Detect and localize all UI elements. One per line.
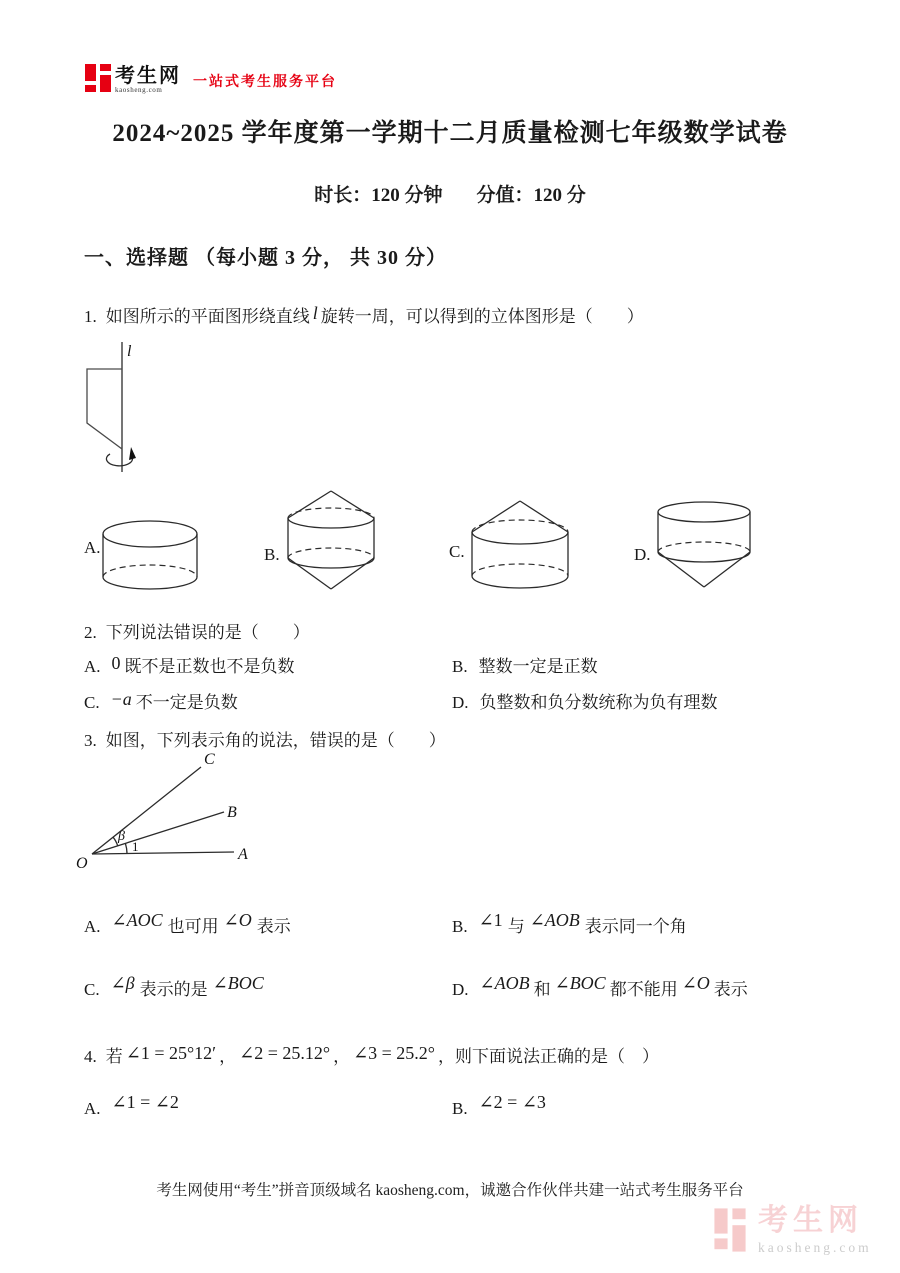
point-a-label: A <box>238 846 248 863</box>
cylinder-figure <box>100 519 200 593</box>
q2-option-c-math: −a <box>110 689 132 709</box>
q2-option-a-math: 0 <box>111 653 121 673</box>
q1-option-b-label: B. <box>264 545 280 564</box>
q3-option-c-text1: 表示的是 <box>139 980 208 999</box>
cone-on-cylinder-figure <box>469 496 571 590</box>
q1-rotation-figure <box>78 336 193 478</box>
q4-option-a-label: A. <box>84 1099 101 1118</box>
brand-tagline: 一站式考生服务平台 <box>193 75 337 90</box>
q3-option-d-text3: 表示 <box>713 980 748 999</box>
point-b-label: B <box>227 804 237 821</box>
brand-name: 考生网 <box>115 65 181 87</box>
q4-comma2: ， <box>333 1047 351 1066</box>
q2-option-b-label: B. <box>452 657 468 676</box>
q3-option-b-math2: ∠AOB <box>529 910 580 930</box>
vertex-o-label: O <box>76 855 88 872</box>
ray-ob <box>92 812 224 854</box>
q4-angle2-value: ∠2 = 25.12° <box>239 1043 331 1063</box>
q2-option-c <box>84 688 238 713</box>
q3-option-a <box>84 912 291 937</box>
q4-option-b-math: ∠2 = ∠3 <box>478 1092 546 1112</box>
q4-stem-text1: 若 <box>105 1047 123 1066</box>
q4-angle1-value: ∠1 = 25°12′ <box>125 1043 217 1063</box>
q2-option-b-text: 整数一定是正数 <box>478 657 598 676</box>
rotation-arrowhead-icon <box>129 447 136 460</box>
q1-stem-after: 旋转一周，可以得到的立体图形是（ ） <box>320 307 644 326</box>
question-4-stem <box>84 1042 659 1067</box>
q3-option-b <box>452 912 687 937</box>
q2-option-a <box>84 652 295 677</box>
q3-option-a-label: A. <box>84 917 101 936</box>
q3-option-b-text1: 与 <box>507 917 525 936</box>
angle-beta-label: β <box>118 829 125 844</box>
q3-option-a-text2: 表示 <box>256 917 291 936</box>
q3-option-c-math2: ∠BOC <box>212 973 264 993</box>
question-2-stem <box>84 618 310 643</box>
q3-option-a-math2: ∠O <box>223 910 252 930</box>
q3-option-d-label: D. <box>452 980 469 999</box>
q4-stem-text2: ，则下面说法正确的是（ ） <box>438 1047 659 1066</box>
q2-option-d <box>452 688 718 713</box>
watermark-domain: kaosheng.com <box>758 1240 872 1255</box>
q4-angle3-value: ∠3 = 25.2° <box>353 1043 435 1063</box>
cylinder-with-cone-below-figure <box>655 501 753 593</box>
q1-option-c-label: C. <box>449 542 465 561</box>
q3-option-d <box>452 975 748 1000</box>
q2-option-b <box>452 652 598 677</box>
q3-option-c-math1: ∠β <box>110 973 135 993</box>
q3-option-d-text1: 和 <box>533 980 551 999</box>
q4-option-a <box>84 1092 179 1119</box>
q3-option-b-math1: ∠1 <box>478 910 503 930</box>
q4-option-b <box>452 1092 546 1119</box>
q2-option-d-label: D. <box>452 693 469 712</box>
watermark <box>714 1206 872 1256</box>
angle-1-arc <box>125 843 127 853</box>
section-heading: 一、选择题 （每小题 3 分， 共 30 分） <box>84 247 447 269</box>
brand-logo <box>85 62 337 94</box>
q3-option-a-math1: ∠AOC <box>111 910 163 930</box>
paper-meta <box>0 180 900 207</box>
bicone-cylinder-figure <box>285 487 377 593</box>
angle-1-label: 1 <box>132 839 139 854</box>
q3-option-c <box>84 975 264 1000</box>
q3-option-b-label: B. <box>452 917 468 936</box>
q3-option-a-text1: 也可用 <box>167 917 219 936</box>
q2-option-a-label: A. <box>84 657 101 676</box>
q4-option-b-label: B. <box>452 1099 468 1118</box>
q2-option-c-label: C. <box>84 693 100 712</box>
q1-option-d-label: D. <box>634 545 651 564</box>
q3-option-b-text2: 表示同一个角 <box>584 917 687 936</box>
q3-option-c-label: C. <box>84 980 100 999</box>
question-1-stem <box>84 302 644 327</box>
brand-domain: kaosheng.com <box>115 86 163 94</box>
q2-option-d-text: 负整数和负分数统称为负有理数 <box>479 693 718 712</box>
q2-stem-text: 下列说法错误的是（ ） <box>105 623 310 642</box>
duration-text: 时长：120 分钟 <box>314 185 443 206</box>
q3-option-d-text2: 都不能用 <box>609 980 678 999</box>
q1-number: 1. <box>84 307 97 326</box>
score-text: 分值：120 分 <box>476 185 586 206</box>
q3-option-d-math1: ∠AOB <box>479 973 530 993</box>
q3-angle-figure <box>74 748 266 880</box>
q4-comma1: ， <box>219 1047 237 1066</box>
q2-option-a-text: 既不是正数也不是负数 <box>124 657 295 676</box>
q2-number: 2. <box>84 623 97 642</box>
footer-text: 考生网使用“考生”拼音顶级域名 kaosheng.com，诚邀合作伙伴共建一站式考生服务平台 <box>156 1182 744 1199</box>
point-c-label: C <box>204 751 215 768</box>
q3-option-d-math2: ∠BOC <box>554 973 606 993</box>
q1-axis-symbol: l <box>312 303 318 323</box>
profile-shape <box>87 369 122 449</box>
kaosheng-logo-icon <box>85 62 111 94</box>
q4-number: 4. <box>84 1047 97 1066</box>
q1-stem-before: 如图所示的平面图形绕直线 <box>105 307 310 326</box>
q2-option-c-text: 不一定是负数 <box>135 693 238 712</box>
ray-oa <box>92 852 234 854</box>
q3-stem-text: 如图，下列表示角的说法，错误的是（ ） <box>105 731 446 750</box>
q3-number: 3. <box>84 731 97 750</box>
rotation-arrow-icon <box>106 454 132 466</box>
ray-oc <box>92 767 201 854</box>
watermark-name: 考生网 <box>758 1204 863 1237</box>
watermark-logo-icon <box>714 1206 746 1254</box>
paper-title: 2024~2025 学年度第一学期十二月质量检测七年级数学试卷 <box>112 120 788 147</box>
q3-option-d-math3: ∠O <box>681 973 710 993</box>
q1-option-a-label: A. <box>84 538 101 557</box>
q4-option-a-math: ∠1 = ∠2 <box>111 1092 179 1112</box>
angle-beta-arc <box>113 837 118 846</box>
axis-label: l <box>127 343 132 360</box>
